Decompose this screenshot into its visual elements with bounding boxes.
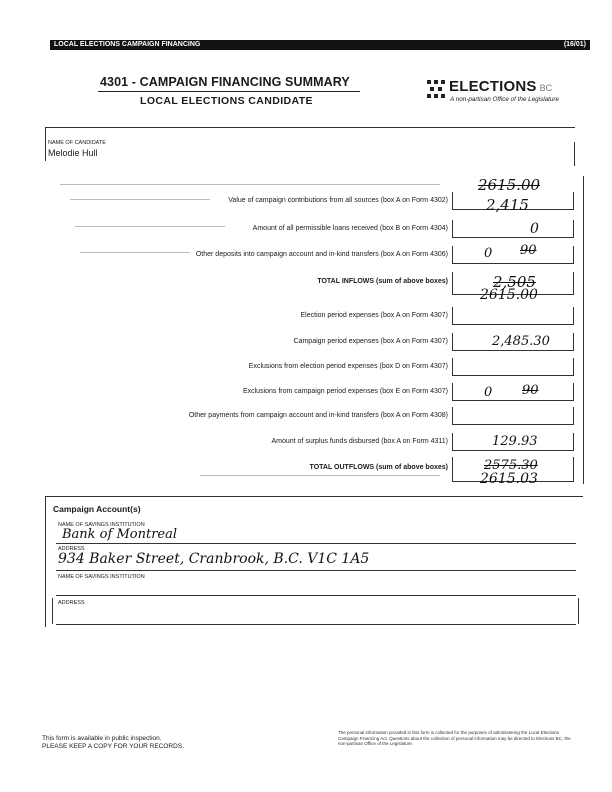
- logo-suffix: BC: [539, 83, 553, 93]
- form-title: 4301 - CAMPAIGN FINANCING SUMMARY: [100, 75, 350, 89]
- elections-bc-logo: [425, 76, 590, 112]
- box-loans[interactable]: [452, 220, 574, 238]
- candidate-box: [45, 127, 575, 164]
- scan-noise: [60, 184, 440, 185]
- candidate-box-right-rule: [574, 142, 575, 166]
- row-label-total-inflows: TOTAL INFLOWS (sum of above boxes): [317, 278, 448, 285]
- accounts-left-rule: [45, 497, 46, 627]
- handwritten-value-total-inflows: 2,505: [493, 273, 536, 291]
- handwritten-value-campaign-exclusions: 0: [484, 385, 493, 400]
- band-title: LOCAL ELECTIONS CAMPAIGN FINANCING: [54, 41, 201, 48]
- row-label-loans: Amount of all permissible loans received (box B on Form 4304): [252, 225, 448, 232]
- row-label-contributions: Value of campaign contributions from all sources (box A on Form 4302): [228, 197, 448, 204]
- footer-note-line2: PLEASE KEEP A COPY FOR YOUR RECORDS.: [42, 743, 184, 750]
- address-label: ADDRESS: [58, 546, 85, 552]
- form-version: (16/01): [563, 41, 586, 48]
- logo-wordmark: [449, 78, 552, 95]
- handwritten-value-total-outflows-alt: 2615.03: [480, 471, 538, 487]
- candidate-box-left-rule: [45, 127, 46, 161]
- scan-noise: [80, 252, 190, 253]
- elections-logo-mark-icon: [425, 78, 447, 100]
- handwritten-value-contributions-alt: 2615.00: [478, 176, 541, 194]
- institution-label: NAME OF SAVINGS INSTITUTION: [58, 522, 145, 528]
- privacy-notice: The personal information provided in this form is collected for the purposes of administering the Local Elections Campaign Financing Act. Questions about the collection of personal information may be directed to Elections BC, the non-partisan Office of the Legislature.: [338, 730, 571, 747]
- campaign-accounts-title: Campaign Account(s): [53, 504, 141, 514]
- box-campaign-exclusions[interactable]: [452, 383, 574, 401]
- box-other-deposits[interactable]: [452, 246, 574, 264]
- logo-tagline: A non-partisan Office of the Legislature: [450, 96, 559, 103]
- row-label-campaign-expenses: Campaign period expenses (box A on Form 4307): [293, 338, 448, 345]
- box-election-exclusions[interactable]: [452, 358, 574, 376]
- logo-word: ELECTIONS: [449, 78, 537, 95]
- handwritten-value-total-inflows-alt: 2615.00: [480, 287, 538, 303]
- form-subtitle: LOCAL ELECTIONS CANDIDATE: [140, 95, 313, 107]
- box-election-expenses[interactable]: [452, 307, 574, 325]
- accounts-top-rule: [45, 496, 583, 497]
- institution2-label: NAME OF SAVINGS INSTITUTION: [58, 574, 145, 580]
- institution-field[interactable]: Bank of Montreal: [62, 527, 178, 542]
- row-label-surplus-disbursed: Amount of surplus funds disbursed (box A on Form 4311): [271, 438, 448, 445]
- address2-rule: [56, 624, 576, 625]
- form-header-band: [50, 40, 590, 50]
- handwritten-value-other-deposits: 0: [484, 246, 493, 261]
- handwritten-value-total-outflows: 2575.30: [484, 458, 538, 473]
- footer-note-line1: This form is available in public inspection.: [42, 735, 162, 742]
- row-label-election-exclusions: Exclusions from election period expenses (box D on Form 4307): [248, 363, 448, 370]
- candidate-name-label: NAME OF CANDIDATE: [48, 140, 106, 146]
- handwritten-value-contributions: 2,415: [486, 196, 529, 214]
- scan-noise: [70, 199, 210, 200]
- scan-noise: [75, 226, 225, 227]
- box-other-payments[interactable]: [452, 407, 574, 425]
- institution-rule: [56, 543, 576, 544]
- row-label-other-deposits: Other deposits into campaign account and in-kind transfers (box A on Form 4306): [195, 251, 448, 258]
- address-field[interactable]: 934 Baker Street, Cranbrook, B.C. V1C 1A5: [58, 551, 370, 567]
- handwritten-value-campaign-exclusions-alt: 90: [522, 383, 539, 398]
- row-label-campaign-exclusions: Exclusions from campaign period expenses (box E on Form 4307): [242, 388, 448, 395]
- handwritten-value-campaign-expenses: 2,485.30: [492, 334, 550, 349]
- row-label-total-outflows: TOTAL OUTFLOWS (sum of above boxes): [309, 464, 448, 471]
- address2-left-rule: [52, 598, 53, 624]
- handwritten-value-other-deposits-alt: 90: [520, 243, 537, 258]
- address-rule: [56, 570, 576, 571]
- candidate-name-field[interactable]: Melodie Hull: [48, 148, 98, 158]
- handwritten-value-surplus-disbursed: 129.93: [492, 434, 538, 449]
- scan-noise: [200, 475, 440, 476]
- summary-right-rule: [583, 176, 584, 484]
- row-label-election-expenses: Election period expenses (box A on Form 4307): [300, 312, 448, 319]
- institution2-rule: [56, 595, 576, 596]
- footer-note: [42, 735, 184, 751]
- title-underline: [98, 91, 360, 92]
- row-label-other-payments: Other payments from campaign account and in-kind transfers (box A on Form 4308): [188, 412, 448, 419]
- handwritten-value-loans: 0: [530, 221, 539, 237]
- address2-label: ADDRESS: [58, 600, 85, 606]
- address2-right-rule: [578, 598, 579, 624]
